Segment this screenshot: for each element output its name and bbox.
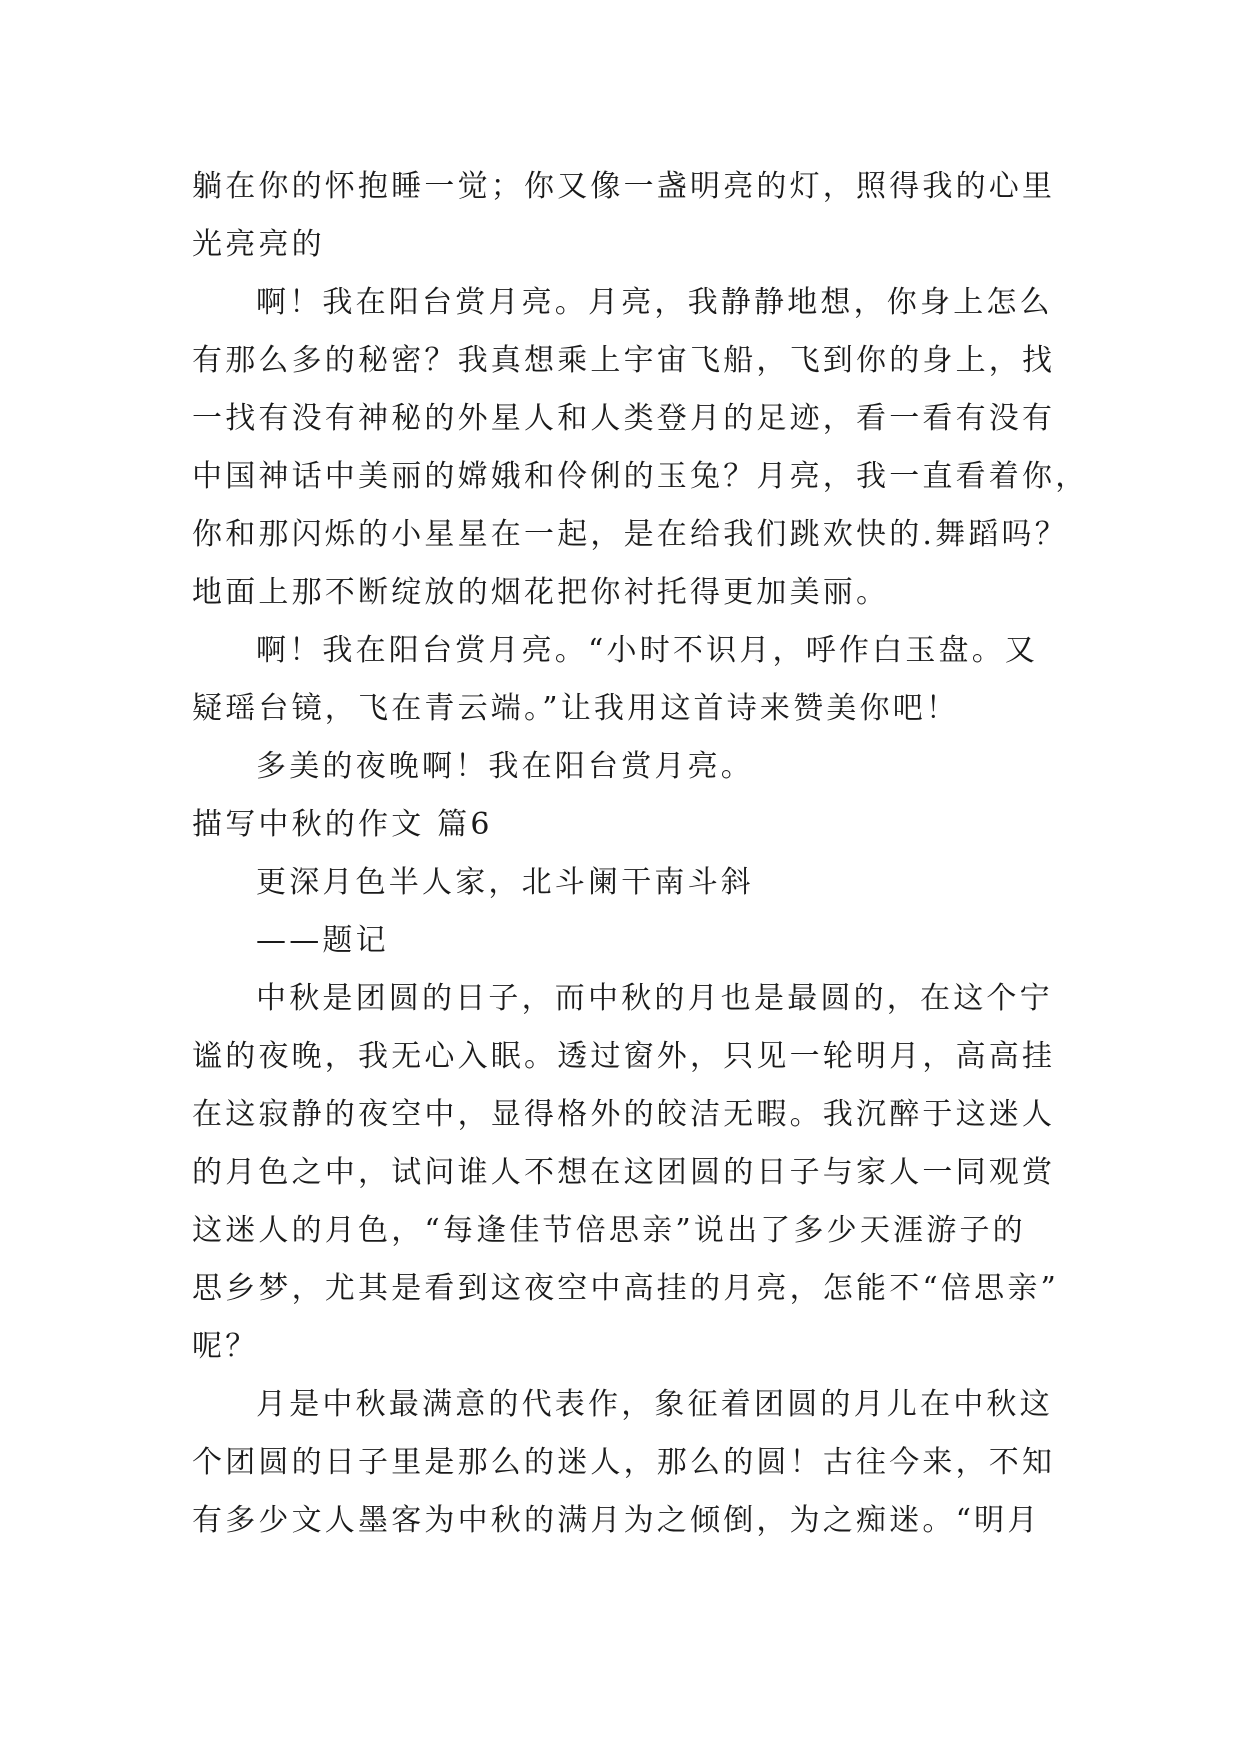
epigraph: 更深月色半人家，北斗阑干南斗斜: [256, 865, 754, 900]
section-heading: 描写中秋的作文 篇6: [192, 807, 493, 842]
text-line: 谧的夜晚，我无心入眠。透过窗外，只见一轮明月，高高挂: [192, 1039, 1056, 1074]
text-line: 地面上那不断绽放的烟花把你衬托得更加美丽。: [192, 575, 890, 610]
text-line: 这迷人的月色，“每逢佳节倍思亲”说出了多少天涯游子的: [192, 1213, 1026, 1248]
text-line: 躺在你的怀抱睡一觉；你又像一盏明亮的灯，照得我的心里: [192, 169, 1056, 204]
paragraph-start: 啊！我在阳台赏月亮。月亮，我静静地想，你身上怎么: [256, 285, 1053, 320]
epigraph-attribution: ——题记: [256, 923, 389, 958]
text-line: 你和那闪烁的小星星在一起，是在给我们跳欢快的.舞蹈吗？: [192, 517, 1068, 552]
text-line: 在这寂静的夜空中，显得格外的皎洁无暇。我沉醉于这迷人: [192, 1097, 1056, 1132]
text-line: 中国神话中美丽的嫦娥和伶俐的玉兔？月亮，我一直看着你，: [192, 459, 1089, 494]
text-line: 一找有没有神秘的外星人和人类登月的足迹，看一看有没有: [192, 401, 1056, 436]
text-line: 有多少文人墨客为中秋的满月为之倾倒，为之痴迷。“明月: [192, 1503, 1041, 1538]
paragraph-start: 多美的夜晚啊！我在阳台赏月亮。: [256, 749, 754, 784]
text-line: 疑瑶台镜，飞在青云端。”让我用这首诗来赞美你吧！: [192, 691, 960, 726]
document-page: [192, 158, 1089, 1550]
text-line: 有那么多的秘密？我真想乘上宇宙飞船，飞到你的身上，找: [192, 343, 1056, 378]
paragraph-start: 啊！我在阳台赏月亮。“小时不识月，呼作白玉盘。又: [256, 633, 1039, 668]
text-line: 思乡梦，尤其是看到这夜空中高挂的月亮，怎能不“倍思亲”: [192, 1271, 1060, 1306]
paragraph-start: 中秋是团圆的日子，而中秋的月也是最圆的，在这个宁: [256, 981, 1053, 1016]
text-line: 个团圆的日子里是那么的迷人，那么的圆！古往今来，不知: [192, 1445, 1056, 1480]
text-line: 呢？: [192, 1329, 259, 1364]
text-line: 光亮亮的: [192, 227, 325, 262]
paragraph-start: 月是中秋最满意的代表作，象征着团圆的月儿在中秋这: [256, 1387, 1053, 1422]
text-line: 的月色之中，试问谁人不想在这团圆的日子与家人一同观赏: [192, 1155, 1056, 1190]
